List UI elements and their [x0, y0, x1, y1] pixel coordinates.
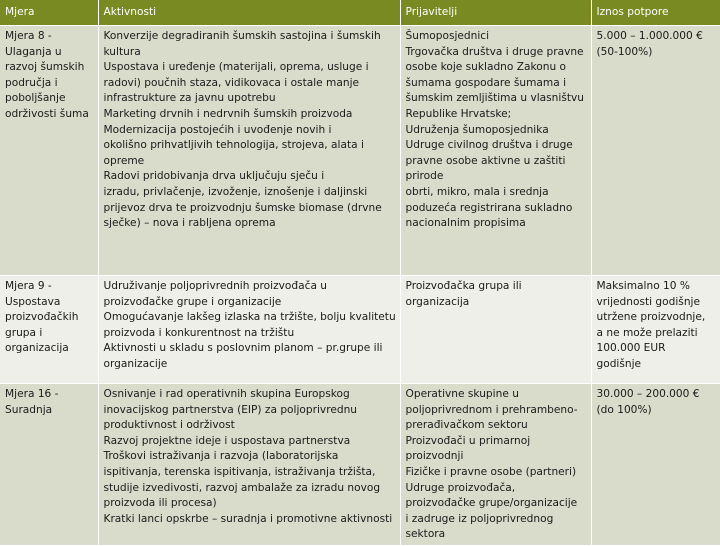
- cell-line: obrti, mikro, mala i srednja: [405, 185, 549, 198]
- amount-cell: [591, 26, 720, 276]
- cell-line: poboljšanje: [5, 92, 66, 105]
- cell-line: kultura: [103, 45, 141, 58]
- cell-line: Radovi pridobivanja drva uključuju sječu i: [103, 170, 325, 183]
- cell-line: Mjera 9 -: [5, 280, 52, 292]
- cell-line: godišnje: [596, 357, 642, 370]
- cell-line: i zadruge iz poljoprivrednog: [405, 512, 554, 525]
- cell-line: Uspostava i uređenje (materijali, oprema, usluge i: [103, 61, 369, 74]
- cell-line: 5.000 – 1.000.000 €: [596, 30, 703, 42]
- cell-line: (do 100%): [596, 403, 652, 416]
- cell-line: Operativne skupine u: [405, 388, 519, 400]
- applicants-cell: [400, 26, 591, 276]
- cell-line: izradu, privlačenje, izvoženje, iznošenje i daljinski: [103, 185, 368, 198]
- cell-line: održivosti šuma: [5, 107, 89, 120]
- cell-line: studije izvedivosti, razvoj ambalaže za izradu novog: [103, 481, 381, 494]
- cell-line: organizacije: [103, 357, 168, 370]
- cell-line: 100.000 EUR: [596, 342, 666, 355]
- cell-line: Udruženja šumoposjednika: [405, 123, 549, 136]
- activities-cell: [98, 26, 400, 276]
- cell-line: proizvođačke grupe i organizacije: [103, 295, 282, 308]
- cell-line: proizvoda i konkurentnost na tržištu: [103, 326, 295, 339]
- cell-line: proizvođačke grupe/organizacije: [405, 497, 578, 510]
- cell-line: Mjera 8 -: [5, 30, 52, 42]
- cell-line: okolišno prihvatljivih tehnologija, strojeva, alata i: [103, 139, 364, 152]
- cell-line: sektora: [405, 528, 446, 541]
- cell-line: Maksimalno 10 %: [596, 280, 690, 292]
- cell-line: Troškovi istraživanja i razvoja (laboratorijska: [103, 450, 339, 463]
- activities-cell: [98, 276, 400, 384]
- cell-line: Udruživanje poljoprivrednih proizvođača u: [103, 280, 328, 292]
- cell-line: opreme: [103, 154, 145, 167]
- measure-cell: [0, 26, 98, 276]
- cell-line: Modernizacija postojećih i uvođenje novih i: [103, 123, 332, 136]
- cell-line: vrijednosti godišnje: [596, 295, 701, 308]
- cell-line: područja i: [5, 76, 58, 89]
- cell-line: nacionalnim propisima: [405, 217, 526, 230]
- cell-line: infrastrukture za javnu upotrebu: [103, 92, 276, 105]
- table-row-measure-16: [0, 384, 720, 546]
- cell-line: Aktivnosti u skladu s poslovnim planom – pr.grupe ili: [103, 342, 383, 355]
- cell-line: Proizvođačka grupa ili: [405, 280, 522, 292]
- cell-line: razvoj šumskih: [5, 61, 85, 74]
- cell-line: organizacija: [5, 342, 69, 355]
- measure-cell: [0, 384, 98, 546]
- header-activities: Aktivnosti: [98, 0, 400, 26]
- cell-line: proizvoda ili procesa): [103, 497, 217, 510]
- applicants-cell: [400, 276, 591, 384]
- cell-line: Proizvođači u primarnoj: [405, 434, 531, 447]
- cell-line: 30.000 – 200.000 €: [596, 388, 700, 400]
- cell-line: produktivnost i održivost: [103, 419, 235, 432]
- cell-line: poduzeća registrirana sukladno: [405, 201, 573, 214]
- activities-cell: [98, 384, 400, 546]
- cell-line: šumama gospodare šumama i: [405, 76, 567, 89]
- cell-line: prirode: [405, 170, 444, 183]
- cell-line: radovi) poučnih staza, vidikovaca i ostale manje: [103, 76, 360, 89]
- cell-line: a ne može prelaziti: [596, 326, 698, 339]
- cell-line: prijevoz drva te proizvodnju šumske biomase (drvne: [103, 201, 382, 214]
- cell-line: Osnivanje i rad operativnih skupina Europskog: [103, 388, 350, 400]
- cell-line: Trgovačka društva i druge pravne: [405, 45, 584, 58]
- cell-line: šumskim zemljištima u vlasništvu: [405, 92, 584, 105]
- applicants-cell: [400, 384, 591, 546]
- cell-line: Suradnja: [5, 403, 53, 416]
- cell-line: proizvođačkih: [5, 311, 79, 324]
- cell-line: ispitivanja, terenska ispitivanja, istraživanja tržišta,: [103, 465, 376, 478]
- cell-line: organizacija: [405, 295, 470, 308]
- cell-line: inovacijskog partnerstva (EIP) za poljoprivrednu: [103, 403, 357, 416]
- cell-line: Republike Hrvatske;: [405, 107, 512, 120]
- amount-cell: [591, 384, 720, 546]
- table-row-measure-8: [0, 26, 720, 276]
- header-amount: Iznos potpore: [591, 0, 720, 26]
- cell-line: osobe koje sukladno Zakonu o: [405, 61, 567, 74]
- cell-line: Razvoj projektne ideje i uspostava partnerstva: [103, 434, 351, 447]
- table-header-row: [0, 0, 720, 26]
- measure-cell: [0, 276, 98, 384]
- cell-line: Ulaganja u: [5, 45, 62, 58]
- table-row-measure-9: [0, 276, 720, 384]
- cell-line: pravne osobe aktivne u zaštiti: [405, 154, 566, 167]
- cell-line: prerađivačkom sektoru: [405, 419, 528, 432]
- cell-line: poljoprivrednom i prehrambeno-: [405, 403, 578, 416]
- cell-line: Šumoposjednici: [405, 30, 490, 42]
- cell-line: Kratki lanci opskrbe – suradnja i promotivne aktivnosti: [103, 512, 393, 525]
- header-measure: Mjera: [0, 0, 98, 26]
- cell-line: sječke) – nova i rabljena oprema: [103, 217, 276, 230]
- cell-line: Udruge civilnog društva i druge: [405, 139, 573, 152]
- cell-line: utržene proizvodnje,: [596, 311, 706, 324]
- cell-line: Udruge proizvođača,: [405, 481, 516, 494]
- header-applicants: Prijavitelji: [400, 0, 591, 26]
- cell-line: proizvodnji: [405, 450, 464, 463]
- cell-line: Mjera 16 -: [5, 388, 59, 400]
- cell-line: (50-100%): [596, 45, 653, 58]
- cell-line: Konverzije degradiranih šumskih sastojina i šumskih: [103, 30, 381, 42]
- amount-cell: [591, 276, 720, 384]
- cell-line: Fizičke i pravne osobe (partneri): [405, 465, 577, 478]
- cell-line: Omogućavanje lakšeg izlaska na tržište, bolju kvalitetu: [103, 311, 396, 324]
- cell-line: Uspostava: [5, 295, 61, 308]
- cell-line: Marketing drvnih i nedrvnih šumskih proizvoda: [103, 107, 353, 120]
- cell-line: grupa i: [5, 326, 43, 339]
